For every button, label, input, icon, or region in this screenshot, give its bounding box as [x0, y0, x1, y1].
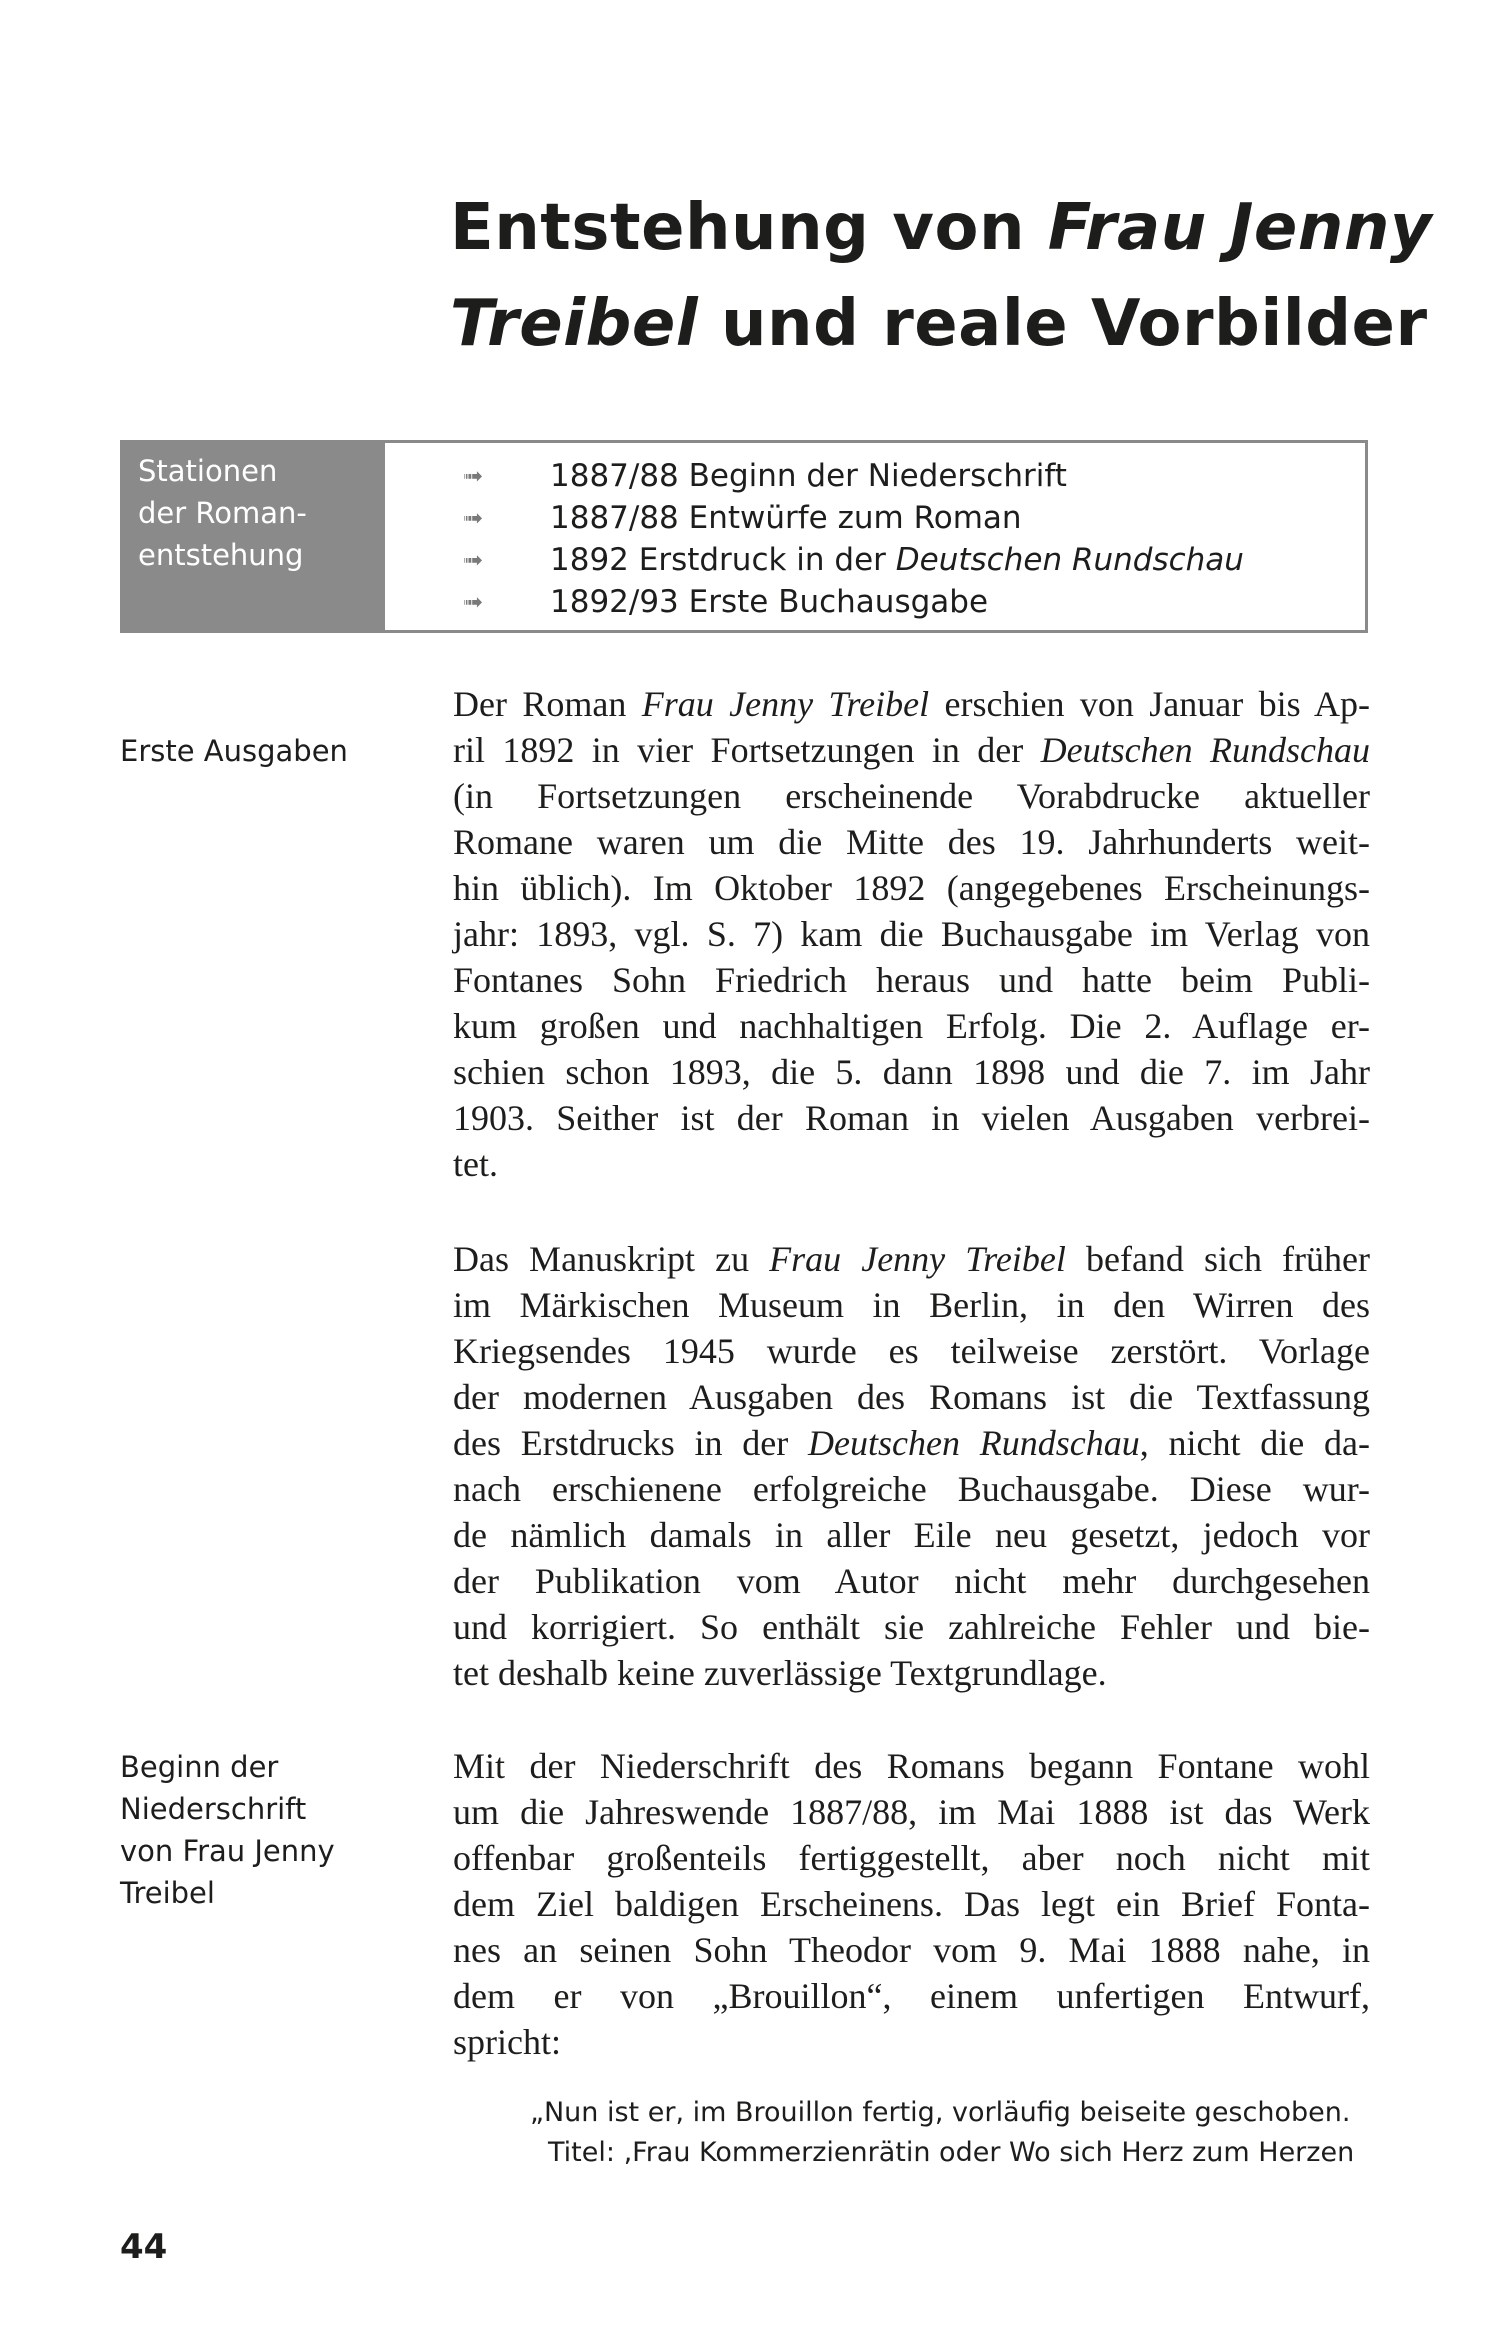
- text-line: Fontanes Sohn Friedrich heraus und hatte beim Publi-: [453, 960, 1370, 1000]
- text-line: tet.: [453, 1144, 498, 1184]
- arrow-right-icon: ➟: [463, 588, 484, 616]
- stations-list-item: [385, 497, 1365, 539]
- text-run: ril 1892 in vier Fortsetzungen in der: [453, 730, 1041, 770]
- quote-line: Titel: ‚Frau Kommerzienrätin oder Wo sich Herz zum Herzen: [548, 2137, 1355, 2168]
- page-number: 44: [120, 2227, 168, 2267]
- title-italic-1: Frau Jenny: [1047, 191, 1433, 265]
- margin-note-line: Erste Ausgaben: [120, 734, 348, 768]
- text-run: Das Manuskript zu: [453, 1239, 770, 1279]
- title-text-2: und reale Vorbilder: [698, 287, 1428, 361]
- text-line: Mit der Niederschrift des Romans begann Fontane wohl: [453, 1746, 1370, 1786]
- text-line: dem Ziel baldigen Erscheinens. Das legt ein Brief Fonta-: [453, 1884, 1370, 1924]
- stations-list-item: [385, 539, 1365, 581]
- paragraph-writing-start: [453, 1743, 1370, 2065]
- text-line: im Märkischen Museum in Berlin, in den Wirren des: [453, 1285, 1370, 1325]
- text-line: Romane waren um die Mitte des 19. Jahrhunderts weit-: [453, 822, 1370, 862]
- text-line: [453, 681, 1370, 727]
- arrow-right-icon: ➟: [463, 462, 484, 490]
- text-line: hin üblich). Im Oktober 1892 (angegebenes Erscheinungs-: [453, 868, 1370, 908]
- italic-run: Deutschen Rundschau: [1040, 730, 1370, 770]
- text-run: des Erstdrucks in der: [453, 1423, 809, 1463]
- arrow-right-icon: ➟: [463, 546, 484, 574]
- letter-quote: [530, 2093, 1355, 2173]
- text-line: kum großen und nachhaltigen Erfolg. Die 2. Auflage er-: [453, 1006, 1370, 1046]
- stations-label-line: der Roman-: [138, 496, 307, 530]
- stations-item-text: 1892/93 Erste Buchausgabe: [550, 584, 989, 620]
- stations-label-line: Stationen: [138, 454, 278, 488]
- text-line: dem er von „Brouillon“, einem unfertigen Entwurf,: [453, 1976, 1370, 2016]
- text-line: (in Fortsetzungen erscheinende Vorabdrucke aktueller: [453, 776, 1370, 816]
- text-line: um die Jahreswende 1887/88, im Mai 1888 ist das Werk: [453, 1792, 1370, 1832]
- text-line: 1903. Seither ist der Roman in vielen Ausgaben verbrei-: [453, 1098, 1370, 1138]
- text-line: jahr: 1893, vgl. S. 7) kam die Buchausgabe im Verlag von: [453, 914, 1370, 954]
- text-line: Kriegsendes 1945 wurde es teilweise zerstört. Vorlage: [453, 1331, 1370, 1371]
- text-line: spricht:: [453, 2022, 561, 2062]
- text-line: de nämlich damals in aller Eile neu gesetzt, jedoch vor: [453, 1515, 1370, 1555]
- text-line: schien schon 1893, die 5. dann 1898 und die 7. im Jahr: [453, 1052, 1370, 1092]
- stations-label-line: entstehung: [138, 538, 304, 572]
- arrow-right-icon: ➟: [463, 504, 484, 532]
- chapter-title: [450, 180, 1450, 372]
- text-run: erschien von Januar bis Ap-: [929, 684, 1370, 724]
- italic-run: Frau Jenny Treibel: [641, 684, 930, 724]
- margin-note-line: von Frau Jenny: [120, 1834, 335, 1868]
- stations-box-label: [120, 440, 385, 633]
- text-line: nach erschienene erfolgreiche Buchausgabe. Diese wur-: [453, 1469, 1370, 1509]
- text-run: Der Roman: [453, 684, 642, 724]
- text-line: [453, 1236, 1370, 1282]
- margin-note-line: Beginn der: [120, 1750, 279, 1784]
- margin-note-writing-start: [120, 1746, 335, 1914]
- text-run: befand sich früher: [1065, 1239, 1370, 1279]
- stations-item-text: 1887/88 Beginn der Niederschrift: [550, 458, 1067, 494]
- text-line: und korrigiert. So enthält sie zahlreiche Fehler und bie-: [453, 1607, 1370, 1647]
- text-line: [453, 727, 1370, 773]
- text-run: , nicht die da-: [1139, 1423, 1370, 1463]
- text-line: tet deshalb keine zuverlässige Textgrundlage.: [453, 1653, 1107, 1693]
- stations-item-italic: Deutschen Rundschau: [895, 542, 1244, 578]
- stations-list-item: [385, 455, 1365, 497]
- title-italic-2: Treibel: [450, 287, 699, 361]
- stations-item-text: 1892 Erstdruck in der: [550, 542, 896, 578]
- margin-note-first-editions: [120, 730, 348, 772]
- paragraph-first-editions: [453, 681, 1370, 1187]
- stations-list: [385, 440, 1368, 633]
- text-line: der Publikation vom Autor nicht mehr durchgesehen: [453, 1561, 1370, 1601]
- text-line: [453, 1420, 1370, 1466]
- italic-run: Deutschen Rundschau: [808, 1423, 1140, 1463]
- paragraph-manuscript: [453, 1236, 1370, 1696]
- text-line: nes an seinen Sohn Theodor vom 9. Mai 1888 nahe, in: [453, 1930, 1370, 1970]
- text-line: der modernen Ausgaben des Romans ist die Textfassung: [453, 1377, 1370, 1417]
- stations-item-text: 1887/88 Entwürfe zum Roman: [550, 500, 1022, 536]
- quote-line: „Nun ist er, im Brouillon fertig, vorläufig beiseite geschoben.: [530, 2097, 1351, 2128]
- stations-list-item: [385, 581, 1365, 623]
- text-line: offenbar großenteils fertiggestellt, aber noch nicht mit: [453, 1838, 1370, 1878]
- margin-note-line: Niederschrift: [120, 1792, 307, 1826]
- italic-run: Frau Jenny Treibel: [769, 1239, 1066, 1279]
- title-text-1: Entstehung von: [450, 191, 1048, 265]
- margin-note-line: Treibel: [120, 1876, 215, 1910]
